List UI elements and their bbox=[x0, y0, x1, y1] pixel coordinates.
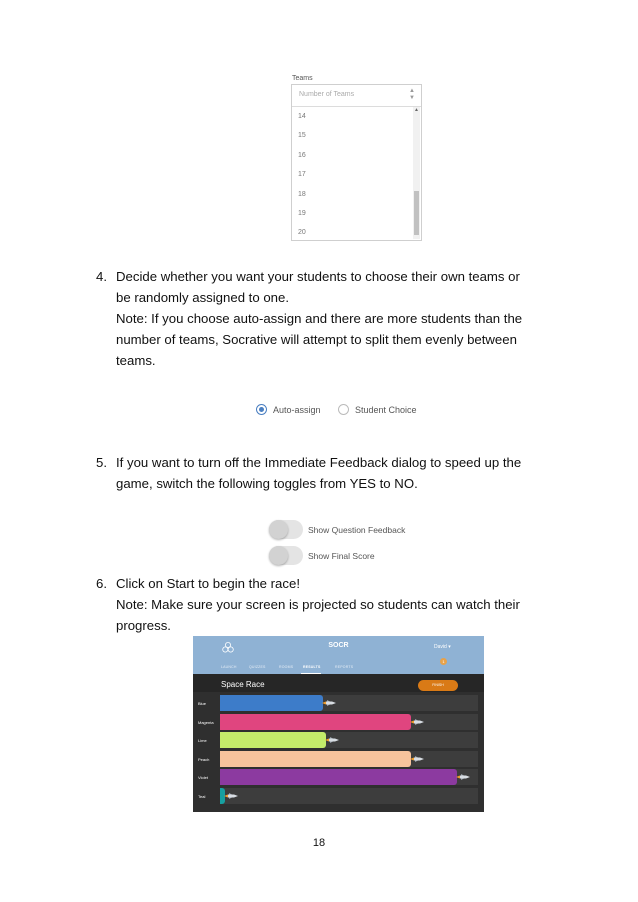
team-name: Blue bbox=[198, 701, 207, 706]
step-5-line: If you want to turn off the Immediate Feedback dialog to speed up the bbox=[116, 455, 522, 470]
teams-option[interactable]: 20 bbox=[298, 229, 306, 237]
step-4-number: 4. bbox=[96, 269, 107, 284]
student-choice-label: Student Choice bbox=[355, 405, 417, 415]
rocket-icon bbox=[410, 719, 424, 725]
question-feedback-label: Show Question Feedback bbox=[308, 525, 406, 535]
rocket-icon bbox=[410, 756, 424, 762]
step-6-note: Note: Make sure your screen is projected so students can watch their bbox=[116, 597, 520, 612]
team-name: Lime bbox=[198, 738, 207, 743]
auto-assign-label: Auto-assign bbox=[273, 405, 321, 415]
step-4-line: Decide whether you want your students to choose their own teams or bbox=[116, 269, 520, 284]
tab-rooms[interactable]: ROOMS bbox=[279, 665, 294, 669]
step-4-note: teams. bbox=[116, 353, 156, 368]
toggle-knob bbox=[269, 520, 288, 539]
rocket-icon bbox=[456, 774, 470, 780]
chevron-down-icon: ▾ bbox=[448, 644, 451, 650]
teams-option[interactable]: 17 bbox=[298, 171, 306, 179]
toggle-knob bbox=[269, 546, 288, 565]
page-number: 18 bbox=[312, 837, 326, 849]
room-title: SOCR bbox=[328, 642, 349, 649]
step-4-note: number of teams, Socrative will attempt to split them evenly between bbox=[116, 332, 517, 347]
team-progress-bar bbox=[220, 732, 326, 748]
scrollbar-thumb[interactable] bbox=[414, 191, 419, 235]
step-5-number: 5. bbox=[96, 455, 107, 470]
updown-icon: ▲ ▼ bbox=[409, 88, 415, 101]
team-progress-bar bbox=[220, 751, 411, 767]
race-lane bbox=[220, 732, 478, 748]
nav-tabs bbox=[193, 664, 484, 674]
student-choice-radio[interactable] bbox=[338, 404, 349, 415]
tab-results[interactable]: RESULTS bbox=[303, 665, 321, 669]
step-4-text bbox=[116, 266, 560, 371]
tab-reports[interactable]: REPORTS bbox=[335, 665, 354, 669]
step-4-line: be randomly assigned to one. bbox=[116, 290, 290, 305]
teams-placeholder: Number of Teams bbox=[299, 91, 355, 98]
teams-select[interactable] bbox=[291, 84, 422, 241]
race-lane bbox=[220, 788, 478, 804]
race-lane bbox=[220, 714, 478, 730]
step-6-line: Click on Start to begin the race! bbox=[116, 576, 300, 591]
tab-launch[interactable]: LAUNCH bbox=[221, 665, 237, 669]
step-5-line: game, switch the following toggles from YES to NO. bbox=[116, 476, 418, 491]
step-6-note: progress. bbox=[116, 618, 171, 633]
team-progress-bar bbox=[220, 714, 411, 730]
user-name: David bbox=[434, 644, 447, 650]
team-progress-bar bbox=[220, 769, 457, 785]
tab-quizzes[interactable]: QUIZZES bbox=[249, 665, 266, 669]
rocket-icon bbox=[325, 737, 339, 743]
race-lane bbox=[220, 751, 478, 767]
race-lane bbox=[220, 769, 478, 785]
teams-label: Teams bbox=[292, 75, 313, 82]
final-score-label: Show Final Score bbox=[308, 551, 375, 561]
step-4-note: Note: If you choose auto-assign and there are more students than the bbox=[116, 311, 523, 326]
finish-button[interactable]: FINISH bbox=[418, 680, 458, 691]
notification-badge[interactable]: 1 bbox=[440, 658, 447, 665]
team-progress-bar bbox=[220, 695, 323, 711]
question-feedback-toggle[interactable] bbox=[269, 520, 303, 539]
step-6-text bbox=[116, 573, 560, 636]
teams-option[interactable]: 16 bbox=[298, 151, 306, 159]
user-menu[interactable] bbox=[434, 644, 451, 650]
team-name: Magenta bbox=[198, 719, 214, 725]
teams-option[interactable]: 14 bbox=[298, 113, 306, 120]
app-header bbox=[193, 636, 484, 674]
teams-option[interactable]: 18 bbox=[298, 190, 306, 198]
team-name: Violet bbox=[198, 775, 208, 780]
final-score-toggle[interactable] bbox=[269, 546, 303, 565]
team-name: Peach bbox=[198, 756, 210, 762]
step-6-number: 6. bbox=[96, 576, 107, 591]
teams-option[interactable]: 15 bbox=[298, 132, 306, 140]
team-name: Teal bbox=[198, 793, 206, 799]
teams-input[interactable] bbox=[292, 85, 421, 107]
teams-options-list bbox=[292, 107, 414, 243]
step-5-text bbox=[116, 452, 560, 494]
race-lane bbox=[220, 695, 478, 711]
teams-option[interactable]: 19 bbox=[298, 209, 306, 217]
rocket-icon bbox=[224, 793, 238, 799]
scroll-up-icon[interactable]: ▲ bbox=[414, 107, 419, 113]
rocket-icon bbox=[322, 700, 336, 706]
space-race-screenshot bbox=[193, 636, 484, 812]
scrollbar[interactable] bbox=[413, 107, 420, 239]
race-subtitle: Space Race bbox=[221, 680, 265, 689]
auto-assign-radio[interactable] bbox=[256, 404, 267, 415]
